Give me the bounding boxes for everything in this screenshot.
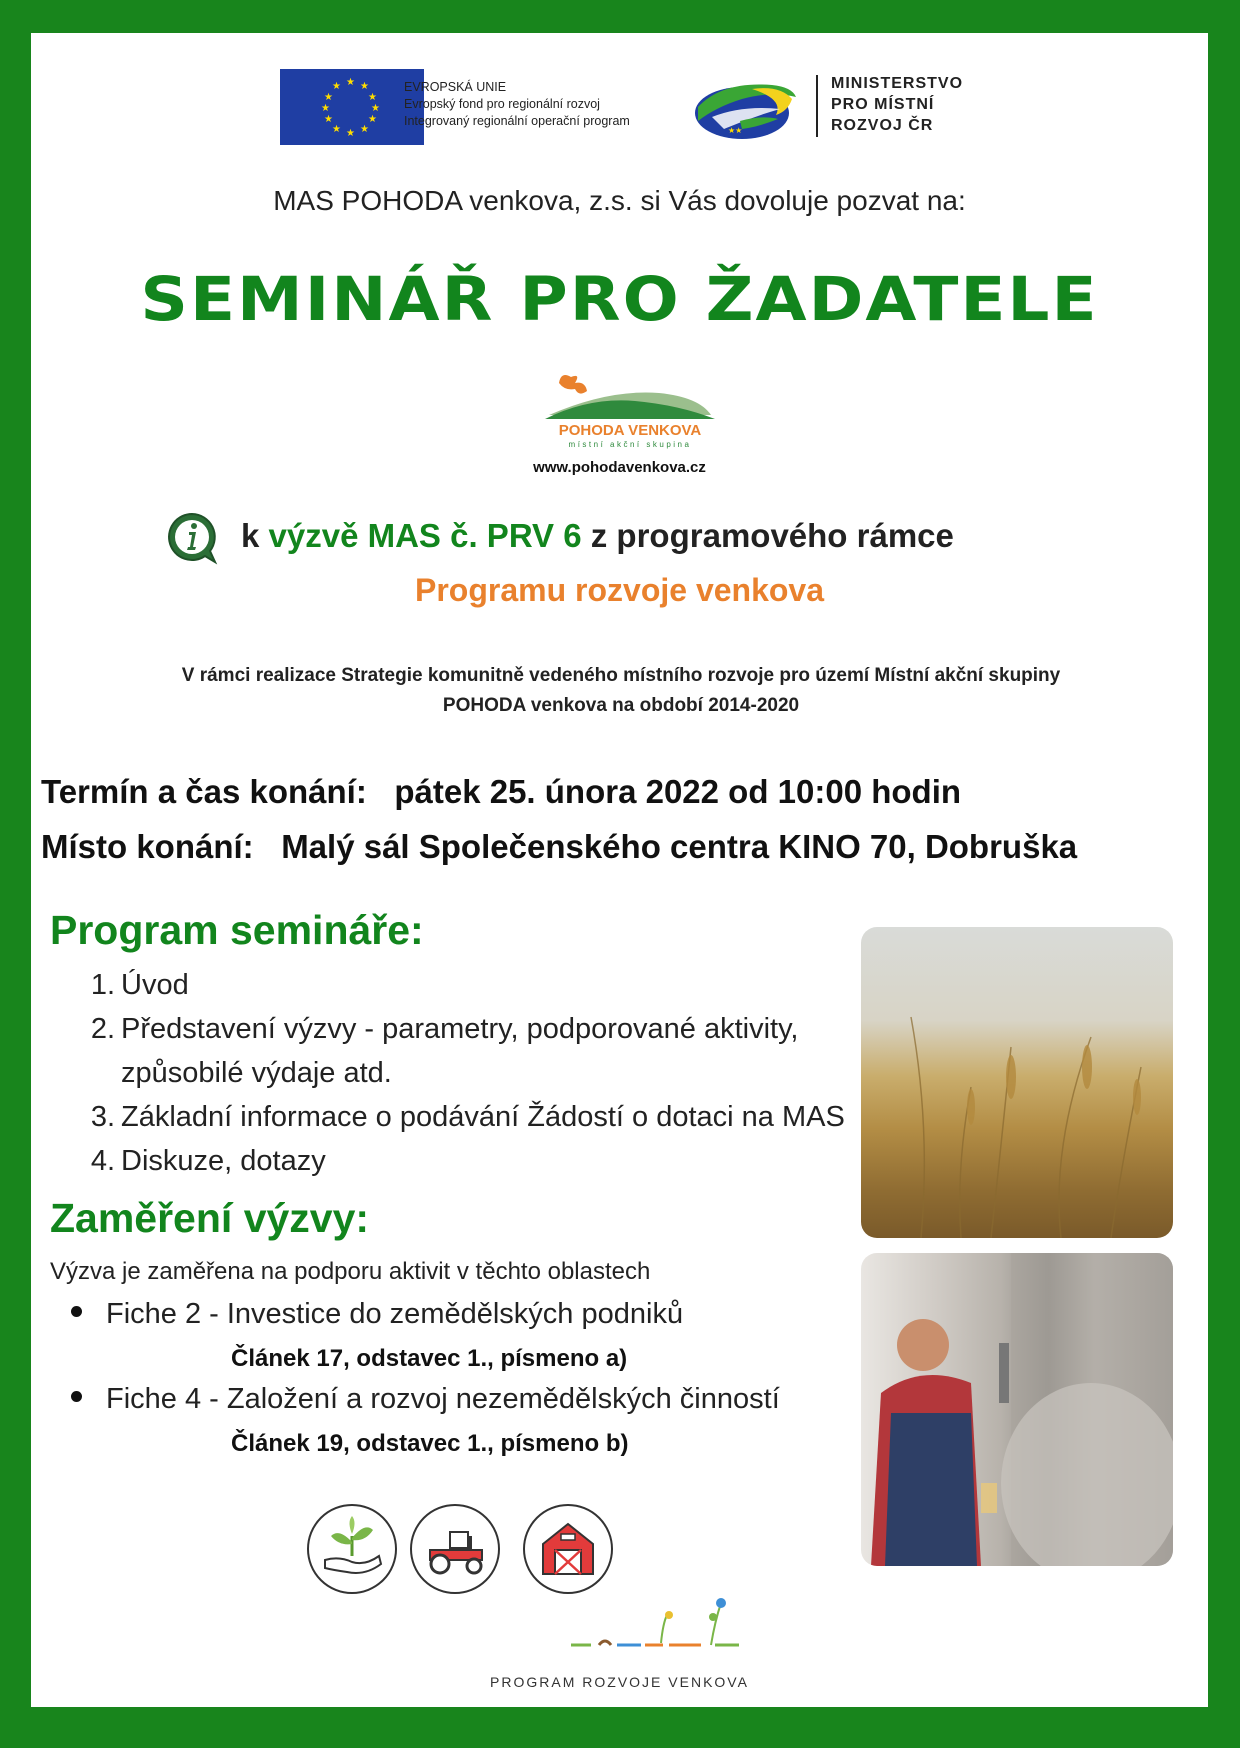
list-text: Úvod [121, 969, 189, 1001]
wheat-field-photo [861, 927, 1173, 1238]
pohoda-logo-name: POHODA VENKOVA [558, 422, 702, 439]
pohoda-logo-tagline: místní akční skupina [568, 440, 692, 449]
fiche-article: Článek 19, odstavec 1., písmeno b) [231, 1430, 629, 1457]
strategy-line-2: POHODA venkova na období 2014-2020 [442, 695, 800, 716]
call-suffix: z programového rámce [581, 517, 954, 554]
bullet-icon [71, 1306, 82, 1317]
fiche-article: Článek 17, odstavec 1., písmeno a) [231, 1345, 628, 1372]
eu-flag-logo: ★ ★ ★ ★ ★ ★ ★ ★ ★ ★ ★ ★ [280, 69, 424, 145]
list-text: Základní informace o podávání Žádostí o dotaci na MAS [121, 1101, 845, 1133]
list-item [75, 1139, 845, 1183]
strategy-text [91, 661, 1151, 721]
list-number: 3. [90, 1101, 115, 1133]
ministry-line-1: MINISTERSTVO [831, 75, 964, 92]
strategy-line-1: V rámci realizace Strategie komunitně vedeného místního rozvoje pro území Místní akční skupiny [181, 665, 1061, 686]
list-number: 1. [90, 969, 115, 1001]
plant-in-hand-icon [307, 1504, 397, 1594]
eu-line-2: Evropský fond pro regionální rozvoj [404, 97, 600, 111]
list-number: 2. [90, 1013, 115, 1045]
prv-logo [571, 1593, 741, 1655]
fiche-item [71, 1383, 780, 1416]
svg-text:★★: ★★ [728, 126, 743, 135]
eu-fund-text [404, 79, 630, 130]
fiche-text: Fiche 4 - Založení a rozvoj nezemědělských činností [106, 1383, 780, 1415]
ministry-divider [816, 75, 818, 137]
ministry-text [831, 73, 963, 136]
ministry-line-2: PRO MÍSTNÍ [831, 96, 935, 113]
event-date [41, 773, 961, 811]
focus-heading: Zaměření výzvy: [50, 1195, 370, 1241]
bullet-icon [71, 1391, 82, 1402]
list-text: Představení výzvy - parametry, podporované aktivity, způsobilé výdaje atd. [121, 1013, 799, 1089]
program-name: Programu rozvoje venkova [414, 572, 825, 608]
tractor-icon [410, 1504, 500, 1594]
fiche-item [71, 1298, 683, 1331]
list-item [75, 963, 845, 1007]
wheat-stalks [861, 927, 1173, 1238]
date-label: Termín a čas konání: [41, 773, 367, 810]
brewer-illustration [861, 1253, 1173, 1566]
fiche-text: Fiche 2 - Investice do zemědělských podniků [106, 1298, 684, 1330]
program-heading: Program semináře: [50, 907, 424, 953]
eu-line-3: Integrovaný regionální operační program [404, 114, 630, 128]
list-item [75, 1095, 845, 1139]
info-icon [165, 511, 219, 565]
place-label: Místo konání: [41, 828, 254, 865]
invitation-text: MAS POHODA venkova, z.s. si Vás dovoluje pozvat na: [273, 185, 966, 216]
call-highlight: výzvě MAS č. PRV 6 [268, 517, 582, 554]
list-number: 4. [90, 1145, 115, 1177]
barn-icon [523, 1504, 613, 1594]
ministry-line-3: ROZVOJ ČR [831, 117, 934, 134]
focus-intro: Výzva je zaměřena na podporu aktivit v těchto oblastech [50, 1258, 651, 1285]
call-line [241, 517, 954, 555]
seminar-title: SEMINÁŘ PRO ŽADATELE [140, 264, 1099, 335]
list-item [75, 1007, 845, 1095]
poster-page [31, 33, 1208, 1707]
website-link[interactable]: www.pohodavenkova.cz [533, 459, 706, 476]
place-value: Malý sál Společenského centra KINO 70, Dobruška [281, 828, 1078, 865]
brewery-photo [861, 1253, 1173, 1566]
event-place [41, 828, 1077, 866]
date-value: pátek 25. února 2022 od 10:00 hodin [394, 773, 962, 810]
pohoda-venkova-logo [539, 369, 721, 453]
program-list [75, 963, 845, 1183]
list-text: Diskuze, dotazy [121, 1145, 326, 1177]
footer-program-text: PROGRAM ROZVOJE VENKOVA [490, 1674, 749, 1690]
call-prefix: k [241, 517, 269, 554]
ministry-logo [692, 77, 798, 143]
eu-line-1: EVROPSKÁ UNIE [404, 80, 507, 94]
